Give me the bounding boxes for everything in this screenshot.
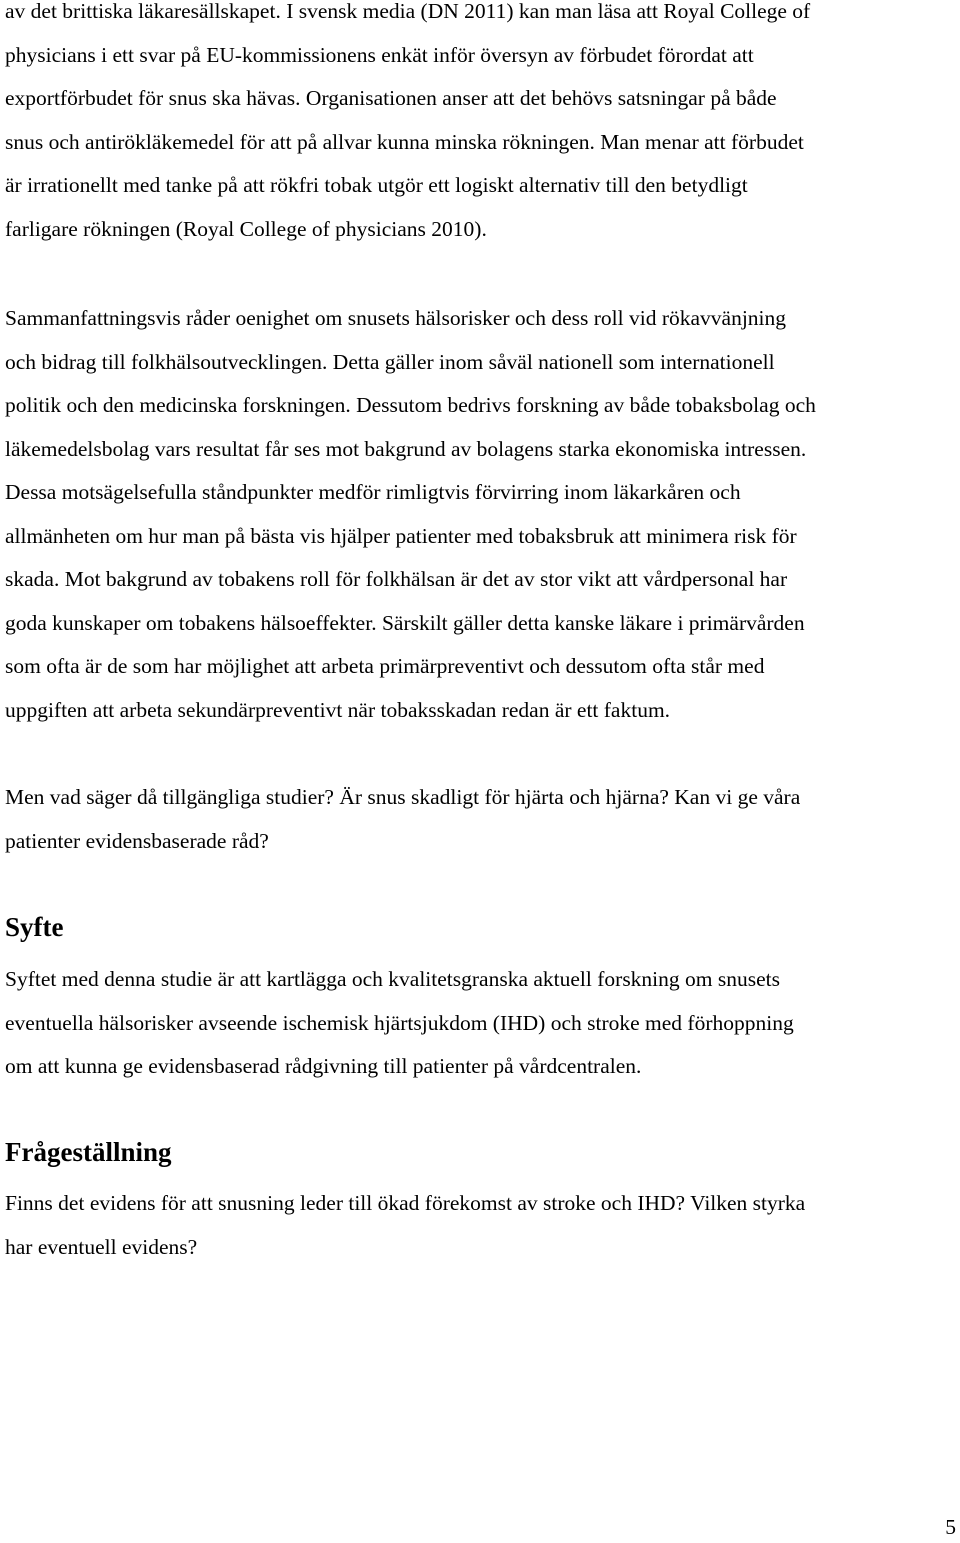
text-line: Syftet med denna studie är att kartlägga och kvalitetsgranska aktuell forskning om snusets: [5, 967, 780, 991]
text-line: Sammanfattningsvis råder oenighet om snusets hälsorisker och dess roll vid rökavvänjning: [5, 306, 787, 330]
text-line: allmänheten om hur man på bästa vis hjälper patienter med tobaksbruk att minimera risk för: [5, 523, 797, 548]
text-line: Dessa motsägelsefulla ståndpunkter medför rimligtvis förvirring inom läkarkåren och: [5, 480, 741, 504]
text-line: uppgiften att arbeta sekundärpreventivt när tobaksskadan redan är ett faktum.: [5, 697, 671, 722]
text-line: skada. Mot bakgrund av tobakens roll för folkhälsan är det av stor vikt att vårdpersonal har: [5, 567, 788, 591]
paragraph-royal-college: [5, 0, 810, 251]
paragraph-syfte: [5, 958, 794, 1089]
text-line: eventuella hälsorisker avseende ischemisk hjärtsjukdom (IHD) och stroke med förhoppning: [5, 1010, 794, 1035]
text-line: läkemedelsbolag vars resultat får ses mot bakgrund av bolagens starka ekonomiska intressen.: [5, 436, 807, 461]
heading-syfte: Syfte: [5, 912, 64, 942]
text-line: har eventuell evidens?: [5, 1234, 198, 1259]
paragraph-fragestallning: [5, 1182, 805, 1269]
text-line: farligare rökningen (Royal College of physicians 2010).: [5, 216, 487, 241]
text-line: exportförbudet för snus ska hävas. Organisationen anser att det behövs satsningar på både: [5, 86, 777, 110]
paragraph-sammanfattning: [5, 297, 816, 732]
text-line: är irrationellt med tanke på att rökfri tobak utgör ett logiskt alternativ till den betydligt: [5, 173, 748, 197]
text-line: snus och antirökläkemedel för att på allvar kunna minska rökningen. Man menar att förbudet: [5, 129, 804, 154]
text-line: Men vad säger då tillgängliga studier? Är snus skadligt för hjärta och hjärna? Kan vi ge våra: [5, 785, 801, 809]
text-line: Finns det evidens för att snusning leder till ökad förekomst av stroke och IHD? Vilken styrka: [5, 1191, 806, 1215]
text-line: om att kunna ge evidensbaserad rådgivning till patienter på vårdcentralen.: [5, 1054, 642, 1078]
text-line: patienter evidensbaserade råd?: [5, 828, 269, 853]
text-line: och bidrag till folkhälsoutvecklingen. Detta gäller inom såväl nationell som internationell: [5, 349, 775, 374]
text-line: av det brittiska läkaresällskapet. I svensk media (DN 2011) kan man läsa att Royal College of: [5, 0, 811, 23]
paragraph-questions: [5, 776, 800, 863]
text-line: politik och den medicinska forskningen. Dessutom bedrivs forskning av både tobaksbolag och: [5, 393, 816, 417]
text-line: physicians i ett svar på EU-kommissionens enkät inför översyn av förbudet förordat att: [5, 42, 754, 67]
page-number: 5: [945, 1515, 956, 1539]
heading-fragestallning: Frågeställning: [5, 1137, 172, 1167]
text-line: som ofta är de som har möjlighet att arbeta primärpreventivt och dessutom ofta står med: [5, 654, 765, 678]
text-line: goda kunskaper om tobakens hälsoeffekter. Särskilt gäller detta kanske läkare i primärvården: [5, 610, 805, 635]
